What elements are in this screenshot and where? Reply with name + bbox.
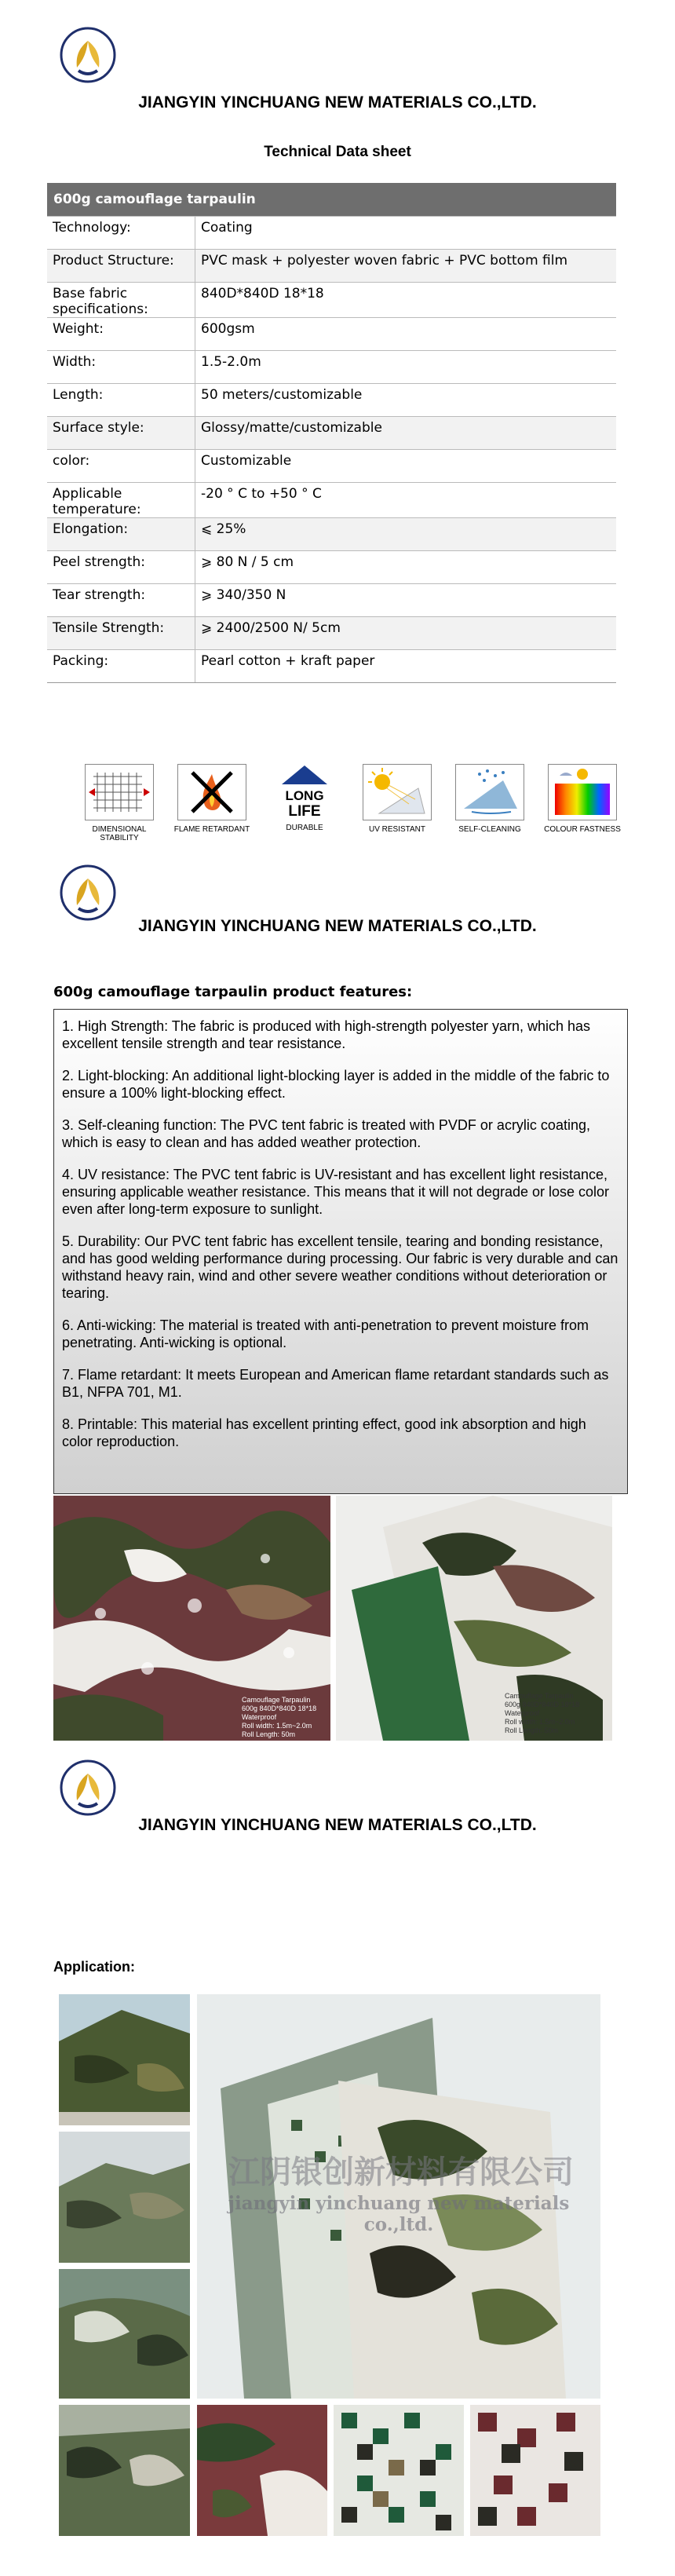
spec-value: 1.5-2.0m — [195, 351, 617, 384]
feature-item: 6. Anti-wicking: The material is treated with anti-penetration to prevent moisture from penetrating. Anti-wicking is optional. — [62, 1317, 589, 1350]
label-line: Camouflage Tarpaulin — [505, 1692, 574, 1700]
spec-row — [47, 518, 616, 551]
company-logo — [57, 861, 119, 924]
feature-item: 3. Self-cleaning function: The PVC tent fabric is treated with PVDF or acrylic coating, which is easy to clean and has added weather protection. — [62, 1117, 590, 1150]
application-photo-tent-1 — [59, 1994, 190, 2125]
feature-item: 7. Flame retardant: It meets European and American flame retardant standards such as B1, NFPA 701, M1. — [62, 1367, 609, 1400]
product-label-right — [505, 1692, 579, 1735]
company-logo — [57, 24, 119, 86]
spec-value: -20 ° C to +50 ° C — [195, 483, 617, 518]
dimensional-stability-icon — [85, 764, 154, 820]
spec-row — [47, 617, 616, 650]
icon-item — [265, 764, 344, 832]
spec-row — [47, 351, 616, 384]
icon-label: DIMENSIONAL STABILITY — [92, 825, 147, 842]
feature-item: 8. Printable: This material has excellent printing effect, good ink absorption and high color reproduction. — [62, 1416, 586, 1449]
feature-icons-row — [78, 764, 621, 850]
features-title: 600g camouflage tarpaulin product features: — [53, 984, 413, 1000]
spec-label: Width: — [47, 351, 195, 384]
flame-retardant-icon — [177, 764, 246, 820]
application-title: Application: — [53, 1959, 135, 1975]
spec-label: Weight: — [47, 318, 195, 351]
spec-value: ⩽ 25% — [195, 518, 617, 551]
spec-table — [47, 183, 616, 683]
swatch-digital-camo — [334, 2405, 464, 2536]
document-title: Technical Data sheet — [264, 144, 411, 160]
icon-item — [173, 764, 251, 834]
svg-text:LIFE: LIFE — [288, 803, 321, 819]
spec-label: Tear strength: — [47, 584, 195, 617]
spec-row — [47, 551, 616, 584]
label-line: Waterproof — [242, 1713, 277, 1721]
company-name: JIANGYIN YINCHUANG NEW MATERIALS CO.,LTD. — [138, 917, 537, 935]
application-photo-tent-2 — [59, 2132, 190, 2263]
spec-label: Tensile Strength: — [47, 617, 195, 650]
spec-value: Pearl cotton + kraft paper — [195, 650, 617, 683]
label-line: Roll Length: 50m — [505, 1726, 559, 1734]
icon-label: DURABLE — [286, 824, 323, 832]
watermark-cn: 江阴银创新材料有限公司 — [228, 2154, 574, 2191]
label-line: Roll Length: 50m — [242, 1730, 296, 1738]
spec-label: Peel strength: — [47, 551, 195, 584]
product-label-left — [242, 1696, 316, 1739]
product-photo-right — [336, 1496, 612, 1741]
spec-label: Base fabric specifications: — [47, 283, 195, 318]
spec-label: Applicable temperature: — [47, 483, 195, 518]
icon-item — [80, 764, 159, 842]
spec-row — [47, 283, 616, 318]
feature-item: 4. UV resistance: The PVC tent fabric is UV-resistant and has excellent light resistance, ensuring applicable weather resistance. This means that it will not degrade or lose color even after long-term exposure to sunlight. — [62, 1167, 610, 1217]
spec-row — [47, 250, 616, 283]
application-photo-samples — [197, 1994, 600, 2399]
label-line: Roll width: 1.5m~2.0m — [505, 1718, 575, 1726]
uv-resistant-icon — [363, 764, 432, 820]
features-box — [53, 1009, 628, 1494]
spec-value: Customizable — [195, 450, 617, 483]
spec-label: Product Structure: — [47, 250, 195, 283]
self-cleaning-icon — [455, 764, 524, 820]
icon-label: COLOUR FASTNESS — [544, 825, 621, 834]
feature-item: 1. High Strength: The fabric is produced with high-strength polyester yarn, which has excellent tensile strength and tear resistance. — [62, 1018, 591, 1051]
spec-table-header: 600g camouflage tarpaulin — [47, 183, 616, 217]
spec-row — [47, 650, 616, 683]
spec-label: Technology: — [47, 217, 195, 250]
swatch-brown-camo — [197, 2405, 327, 2536]
feature-item: 2. Light-blocking: An additional light-blocking layer is added in the middle of the fabric to ensure a 100% light-blocking effect. — [62, 1068, 610, 1101]
label-line: Roll width: 1.5m~2.0m — [242, 1722, 312, 1730]
spec-value: 50 meters/customizable — [195, 384, 617, 417]
spec-value: ⩾ 2400/2500 N/ 5cm — [195, 617, 617, 650]
spec-value: Glossy/matte/customizable — [195, 417, 617, 450]
product-photo-left — [53, 1496, 330, 1741]
icon-item — [358, 764, 436, 834]
spec-value: Coating — [195, 217, 617, 250]
spec-row — [47, 450, 616, 483]
spec-row — [47, 483, 616, 518]
feature-item: 5. Durability: Our PVC tent fabric has excellent tensile, tearing and bonding resistance, and has good welding performance during processing. Our fabric is very durable and can withstand heavy rain, wind and other severe weather conditions without deterioration or tearing. — [62, 1233, 618, 1301]
icon-item — [451, 764, 529, 834]
spec-value: ⩾ 80 N / 5 cm — [195, 551, 617, 584]
colour-fastness-icon — [548, 764, 617, 820]
spec-row — [47, 384, 616, 417]
label-line: Camouflage Tarpaulin — [242, 1696, 311, 1704]
spec-value: ⩾ 340/350 N — [195, 584, 617, 617]
spec-row — [47, 417, 616, 450]
spec-label: Length: — [47, 384, 195, 417]
swatch-brown-digital-camo — [470, 2405, 600, 2536]
icon-item — [543, 764, 622, 834]
spec-label: color: — [47, 450, 195, 483]
label-line: 600g 840D*840D 18*18 — [505, 1701, 580, 1708]
spec-value: PVC mask + polyester woven fabric + PVC bottom film — [195, 250, 617, 283]
spec-row — [47, 584, 616, 617]
watermark-en: jiangyin yinchuang new materials co.,ltd. — [228, 2193, 570, 2235]
spec-label: Elongation: — [47, 518, 195, 551]
durable-icon — [271, 764, 338, 819]
spec-label: Surface style: — [47, 417, 195, 450]
application-photo-truck — [59, 2405, 190, 2536]
application-photo-cover — [59, 2269, 190, 2399]
spec-label: Packing: — [47, 650, 195, 683]
spec-value: 600gsm — [195, 318, 617, 351]
company-name: JIANGYIN YINCHUANG NEW MATERIALS CO.,LTD. — [138, 1816, 537, 1834]
spec-row — [47, 217, 616, 250]
icon-label: SELF-CLEANING — [458, 825, 521, 834]
label-line: Waterproof — [505, 1709, 540, 1717]
company-name: JIANGYIN YINCHUANG NEW MATERIALS CO.,LTD. — [138, 93, 537, 111]
icon-label: FLAME RETARDANT — [173, 825, 250, 834]
spec-row — [47, 318, 616, 351]
svg-text:LONG: LONG — [285, 788, 324, 803]
label-line: 600g 840D*840D 18*18 — [242, 1705, 317, 1712]
icon-label: UV RESISTANT — [368, 825, 426, 834]
spec-value: 840D*840D 18*18 — [195, 283, 617, 318]
company-logo — [57, 1756, 119, 1819]
